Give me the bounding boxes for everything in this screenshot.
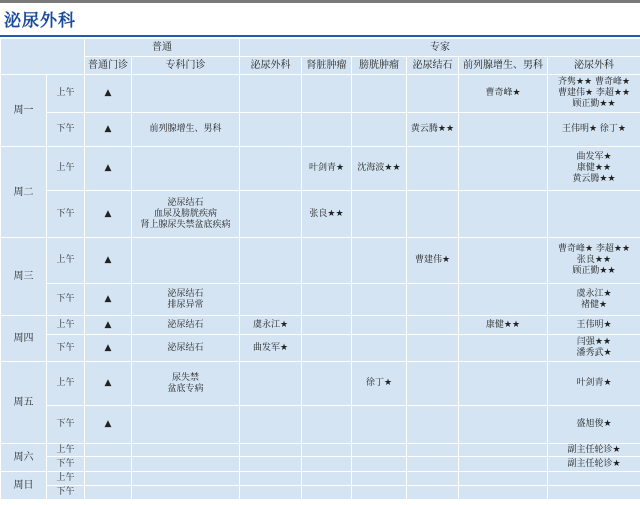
header-group-expert: 专家: [240, 39, 640, 57]
cell-prostate-andrology: [459, 444, 548, 457]
header-col-special-clinic: 专科门诊: [132, 57, 240, 75]
period-label: 下午: [47, 406, 85, 444]
period-label: 上午: [47, 75, 85, 113]
cell-line: 褚健★: [580, 299, 608, 310]
cell-urology: [240, 457, 302, 472]
cell-urinary-stone: [407, 335, 459, 362]
cell-expert-urology: [548, 191, 640, 238]
cell-urology: [240, 284, 302, 316]
cell-urinary-stone: [407, 444, 459, 457]
cell-bladder-tumor: [352, 316, 407, 335]
cell-urinary-stone: [407, 191, 459, 238]
period-label: 下午: [47, 486, 85, 500]
schedule-row: [1, 316, 640, 335]
schedule-row: [1, 486, 640, 500]
cell-line: 曹奇峰★ 李超★★: [557, 244, 631, 254]
cell-urinary-stone: [407, 284, 459, 316]
period-label: 上午: [47, 316, 85, 335]
cell-line: 盛旭俊★: [576, 419, 612, 429]
header-row-groups: [1, 39, 640, 57]
period-label: 上午: [47, 444, 85, 457]
cell-urology: [240, 238, 302, 284]
general-clinic-mark: ▲: [85, 406, 132, 444]
cell-kidney-tumor: [302, 75, 352, 113]
period-label: 上午: [47, 147, 85, 191]
cell-line: 副主任轮诊★: [567, 444, 621, 455]
day-label: 周日: [1, 472, 47, 500]
cell-urology: [240, 362, 302, 406]
cell-bladder-tumor: [352, 147, 407, 191]
cell-expert-urology: [548, 316, 640, 335]
cell-urinary-stone: [407, 472, 459, 486]
cell-special-clinic: [132, 486, 240, 500]
cell-line: 盆底专病: [167, 383, 204, 394]
header-col-prostate-andrology: 前列腺增生、男科: [459, 57, 548, 75]
schedule-row: [1, 457, 640, 472]
cell-kidney-tumor: [302, 113, 352, 147]
cell-special-clinic: [132, 362, 240, 406]
general-clinic-mark: ▲: [85, 113, 132, 147]
cell-urinary-stone: [407, 238, 459, 284]
day-label: 周三: [1, 238, 47, 316]
general-clinic-mark: ▲: [85, 335, 132, 362]
schedule-row: [1, 238, 640, 284]
cell-bladder-tumor: [352, 486, 407, 500]
cell-general-clinic: [85, 457, 132, 472]
cell-prostate-andrology: [459, 486, 548, 500]
cell-line: 张良★★: [309, 208, 344, 219]
cell-special-clinic: [132, 444, 240, 457]
cell-line: 黄云腾★★: [572, 174, 616, 184]
cell-line: 叶剑青★: [308, 163, 345, 173]
schedule-row: [1, 444, 640, 457]
schedule-row: [1, 335, 640, 362]
header-col-bladder-tumor: 膀胱肿瘤: [352, 57, 407, 75]
cell-kidney-tumor: [302, 457, 352, 472]
period-label: 下午: [47, 284, 85, 316]
cell-line: 康健★★: [485, 319, 521, 330]
cell-line: 顾正勤★★: [572, 99, 616, 109]
day-label: 周二: [1, 147, 47, 238]
cell-kidney-tumor: [302, 406, 352, 444]
day-label: 周六: [1, 444, 47, 472]
cell-kidney-tumor: [302, 316, 352, 335]
cell-kidney-tumor: [302, 238, 352, 284]
cell-urinary-stone: [407, 486, 459, 500]
cell-bladder-tumor: [352, 362, 407, 406]
cell-kidney-tumor: [302, 486, 352, 500]
cell-urology: [240, 191, 302, 238]
cell-expert-urology: [548, 444, 640, 457]
schedule-row: [1, 406, 640, 444]
cell-urology: [240, 316, 302, 335]
cell-line: 肾上腺尿失禁盆底疾病: [140, 219, 231, 230]
cell-line: 曹奇峰★: [485, 88, 521, 98]
cell-line: 黄云腾★★: [410, 124, 455, 134]
cell-urology: [240, 472, 302, 486]
cell-line: 沈海波★★: [357, 163, 401, 173]
cell-prostate-andrology: [459, 75, 548, 113]
cell-urinary-stone: [407, 406, 459, 444]
cell-urology: [240, 75, 302, 113]
day-label: 周五: [1, 362, 47, 444]
cell-bladder-tumor: [352, 444, 407, 457]
cell-prostate-andrology: [459, 238, 548, 284]
cell-prostate-andrology: [459, 362, 548, 406]
cell-line: 张良★★: [576, 255, 612, 265]
cell-expert-urology: [548, 406, 640, 444]
cell-kidney-tumor: [302, 472, 352, 486]
cell-line: 康健★★: [576, 163, 612, 173]
period-label: 下午: [47, 335, 85, 362]
cell-special-clinic: [132, 191, 240, 238]
cell-urinary-stone: [407, 147, 459, 191]
schedule-row: [1, 147, 640, 191]
period-label: 下午: [47, 457, 85, 472]
cell-line: 泌尿结石: [167, 288, 204, 299]
schedule-row: [1, 113, 640, 147]
general-clinic-mark: ▲: [85, 75, 132, 113]
cell-line: 徐丁★: [365, 378, 393, 388]
cell-bladder-tumor: [352, 191, 407, 238]
day-label: 周一: [1, 75, 47, 147]
cell-prostate-andrology: [459, 472, 548, 486]
general-clinic-mark: ▲: [85, 191, 132, 238]
page-title: 泌尿外科: [4, 11, 76, 31]
period-label: 下午: [47, 191, 85, 238]
header-col-urinary-stone: 泌尿结石: [407, 57, 459, 75]
cell-expert-urology: [548, 362, 640, 406]
cell-kidney-tumor: [302, 284, 352, 316]
schedule-table: [0, 38, 640, 500]
cell-line: 泌尿结石: [167, 342, 204, 353]
cell-urology: [240, 335, 302, 362]
cell-line: 尿失禁: [171, 372, 199, 383]
cell-bladder-tumor: [352, 457, 407, 472]
header-col-expert-urology: 泌尿外科: [548, 57, 640, 75]
schedule-row: [1, 362, 640, 406]
cell-general-clinic: [85, 472, 132, 486]
cell-kidney-tumor: [302, 362, 352, 406]
cell-special-clinic: [132, 147, 240, 191]
cell-line: 闫强★★: [576, 337, 612, 347]
cell-line: 血尿及膀胱疾病: [153, 208, 217, 219]
general-clinic-mark: ▲: [85, 316, 132, 335]
top-border: [0, 0, 640, 3]
cell-line: 前列腺增生、男科: [149, 124, 222, 134]
header-row-columns: [1, 57, 640, 75]
cell-line: 王伟明★ 徐丁★: [562, 124, 626, 134]
cell-urology: [240, 147, 302, 191]
cell-urinary-stone: [407, 75, 459, 113]
cell-expert-urology: [548, 284, 640, 316]
cell-special-clinic: [132, 75, 240, 113]
schedule-row: [1, 75, 640, 113]
cell-special-clinic: [132, 238, 240, 284]
cell-urology: [240, 486, 302, 500]
cell-line: 曹建伟★ 李超★★: [557, 88, 631, 98]
cell-expert-urology: [548, 113, 640, 147]
cell-special-clinic: [132, 113, 240, 147]
cell-prostate-andrology: [459, 113, 548, 147]
period-label: 下午: [47, 113, 85, 147]
cell-special-clinic: [132, 335, 240, 362]
general-clinic-mark: ▲: [85, 147, 132, 191]
cell-bladder-tumor: [352, 335, 407, 362]
cell-line: 曲发军★: [252, 342, 289, 353]
cell-line: 叶剑青★: [576, 378, 612, 388]
header-col-urology: 泌尿外科: [240, 57, 302, 75]
general-clinic-mark: ▲: [85, 284, 132, 316]
cell-urology: [240, 444, 302, 457]
cell-urology: [240, 113, 302, 147]
general-clinic-mark: ▲: [85, 238, 132, 284]
cell-bladder-tumor: [352, 238, 407, 284]
cell-prostate-andrology: [459, 147, 548, 191]
cell-line: 王伟明★: [576, 319, 612, 330]
cell-line: 曹建伟★: [414, 255, 451, 265]
general-clinic-mark: ▲: [85, 362, 132, 406]
period-label: 上午: [47, 472, 85, 486]
cell-line: 虞永江★: [252, 319, 289, 330]
cell-general-clinic: [85, 444, 132, 457]
cell-line: 副主任轮诊★: [567, 458, 621, 469]
cell-prostate-andrology: [459, 191, 548, 238]
cell-urinary-stone: [407, 457, 459, 472]
header-blank: [1, 39, 85, 75]
cell-expert-urology: [548, 335, 640, 362]
cell-kidney-tumor: [302, 335, 352, 362]
cell-kidney-tumor: [302, 147, 352, 191]
cell-expert-urology: [548, 472, 640, 486]
cell-line: 泌尿结石: [167, 319, 204, 330]
header-col-general-clinic: 普通门诊: [85, 57, 132, 75]
cell-prostate-andrology: [459, 457, 548, 472]
cell-line: 泌尿结石: [167, 197, 204, 208]
cell-urinary-stone: [407, 362, 459, 406]
period-label: 上午: [47, 238, 85, 284]
cell-prostate-andrology: [459, 316, 548, 335]
cell-bladder-tumor: [352, 284, 407, 316]
cell-expert-urology: [548, 147, 640, 191]
cell-line: 曲发军★: [576, 152, 612, 162]
cell-bladder-tumor: [352, 472, 407, 486]
cell-special-clinic: [132, 406, 240, 444]
header-group-general: 普通: [85, 39, 240, 57]
cell-expert-urology: [548, 238, 640, 284]
cell-line: 顾正勤★★: [572, 266, 616, 276]
cell-line: 潘秀武★: [576, 348, 612, 358]
schedule-row: [1, 191, 640, 238]
day-label: 周四: [1, 316, 47, 362]
cell-line: 排尿异常: [167, 299, 204, 310]
cell-special-clinic: [132, 472, 240, 486]
schedule-row: [1, 472, 640, 486]
cell-special-clinic: [132, 316, 240, 335]
cell-prostate-andrology: [459, 284, 548, 316]
cell-special-clinic: [132, 284, 240, 316]
cell-expert-urology: [548, 486, 640, 500]
cell-urinary-stone: [407, 113, 459, 147]
cell-kidney-tumor: [302, 444, 352, 457]
cell-urology: [240, 406, 302, 444]
cell-bladder-tumor: [352, 113, 407, 147]
cell-expert-urology: [548, 75, 640, 113]
schedule-row: [1, 284, 640, 316]
cell-prostate-andrology: [459, 335, 548, 362]
cell-special-clinic: [132, 457, 240, 472]
header-col-kidney-tumor: 肾脏肿瘤: [302, 57, 352, 75]
cell-general-clinic: [85, 486, 132, 500]
cell-bladder-tumor: [352, 75, 407, 113]
title-underline: [0, 35, 640, 37]
period-label: 上午: [47, 362, 85, 406]
cell-line: 虞永江★: [576, 288, 612, 299]
cell-prostate-andrology: [459, 406, 548, 444]
cell-bladder-tumor: [352, 406, 407, 444]
cell-urinary-stone: [407, 316, 459, 335]
cell-kidney-tumor: [302, 191, 352, 238]
cell-line: 齐隽★★ 曹奇峰★: [557, 77, 631, 87]
cell-expert-urology: [548, 457, 640, 472]
